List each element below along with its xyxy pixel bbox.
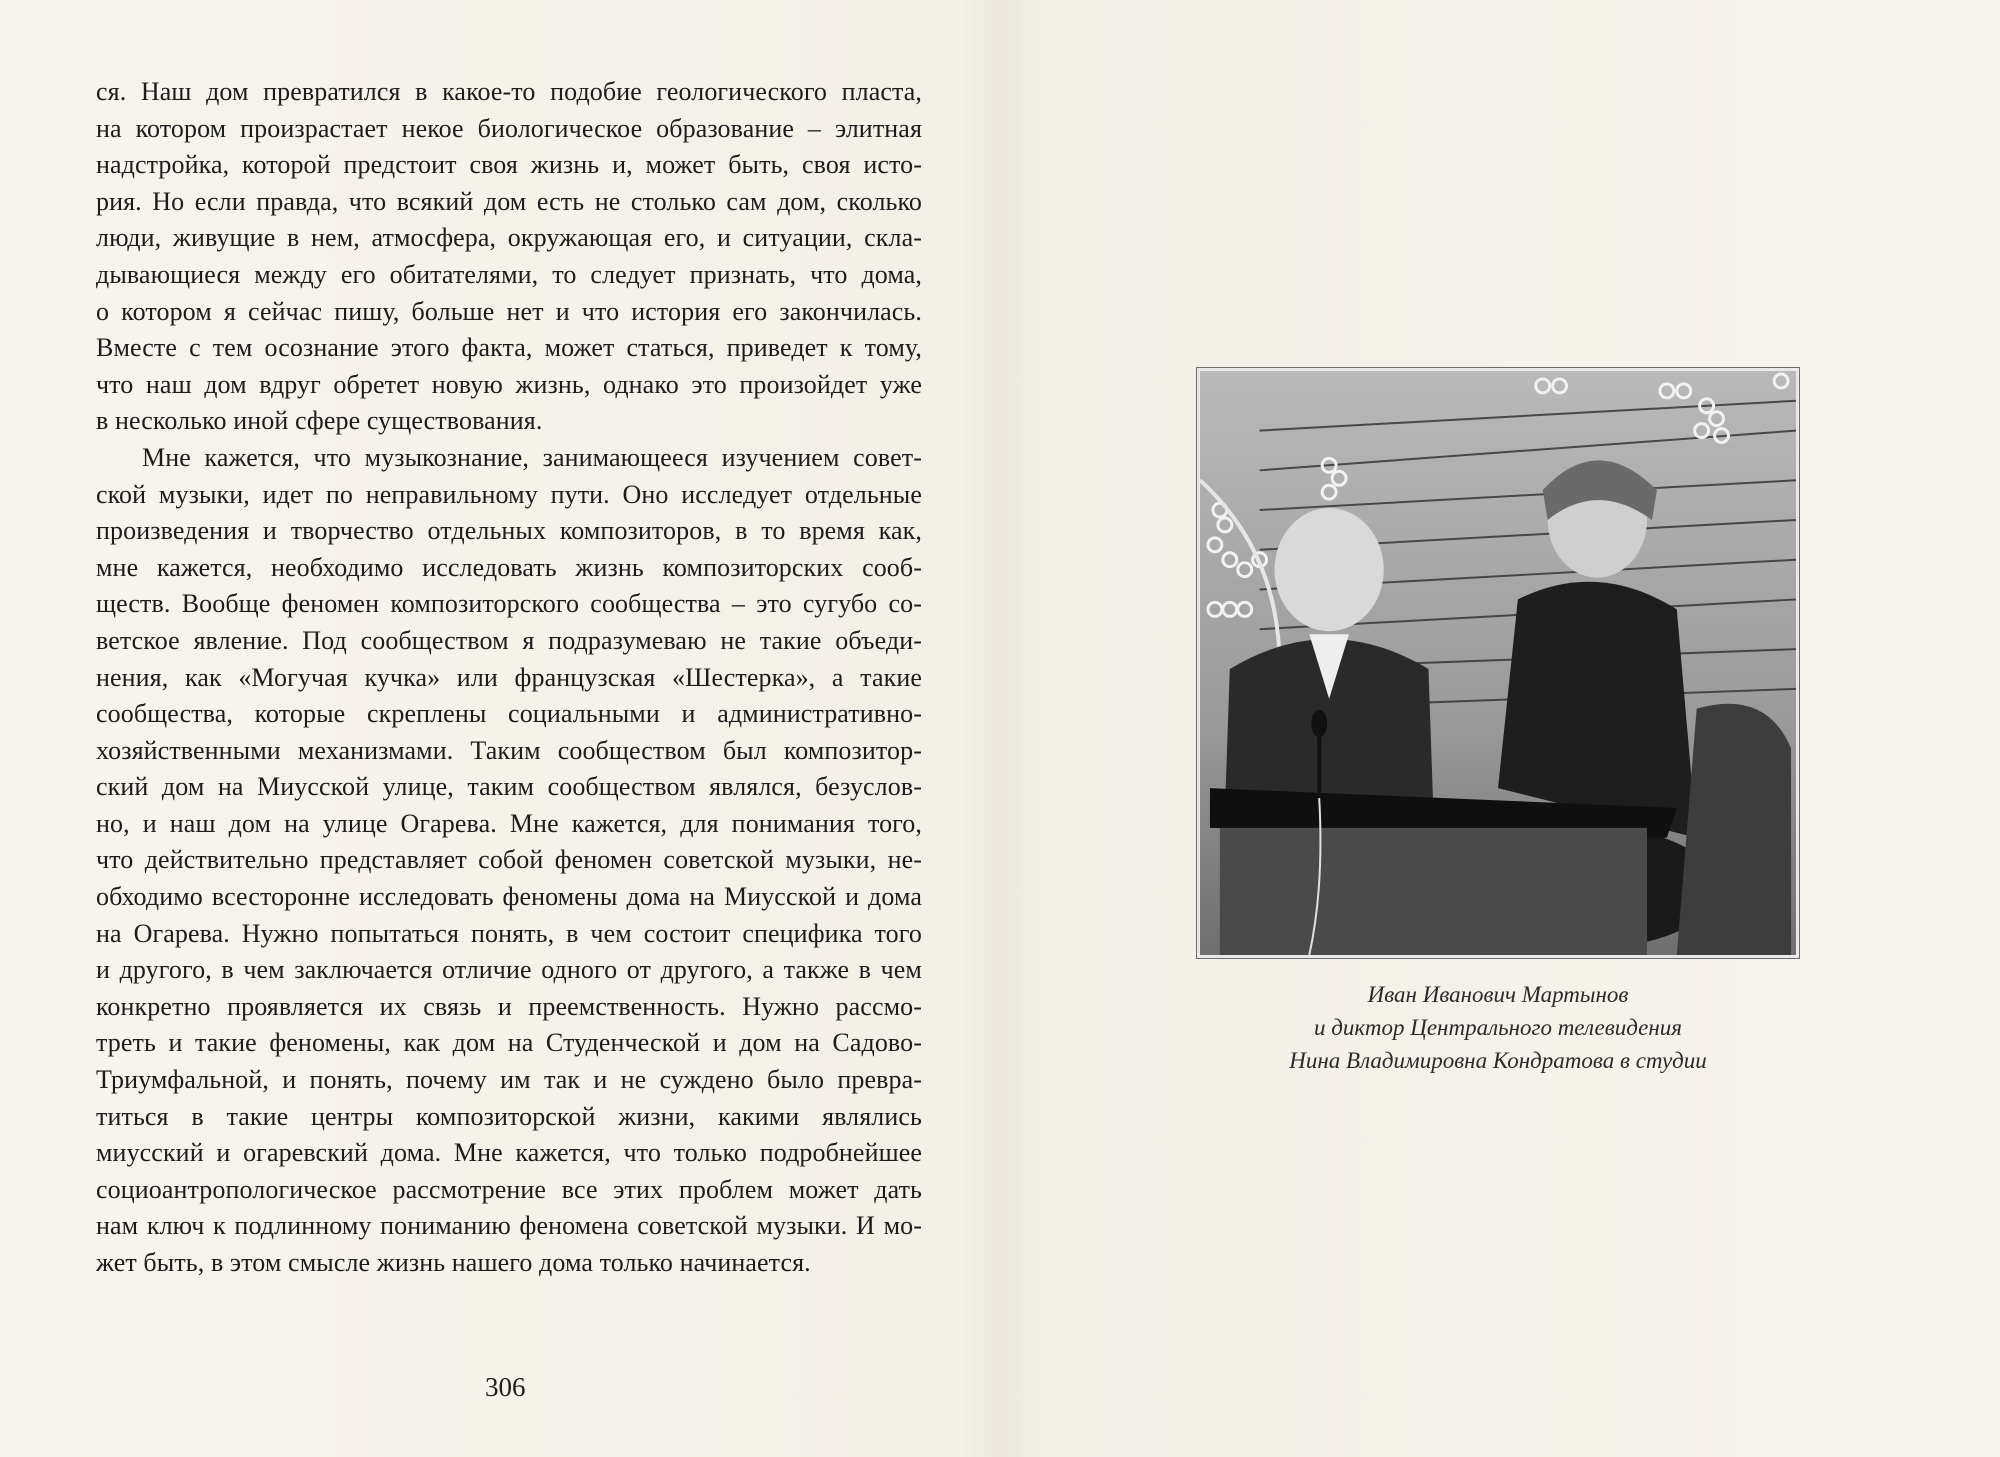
body-line: ский дом на Миусской улице, таким сообществом являлся, безуслов-	[96, 772, 922, 802]
body-line: что наш дом вдруг обретет новую жизнь, однако это произойдет уже	[96, 369, 922, 399]
body-line: жет быть, в этом смысле жизнь нашего дома только начинается.	[96, 1248, 811, 1277]
body-line: ской музыки, идет по неправильному пути. Оно исследует отдельные	[96, 479, 922, 509]
body-line: Триумфальной, и понять, почему им так и не суждено было превра-	[96, 1065, 922, 1095]
body-line: что действительно представляет собой феномен советской музыки, не-	[96, 845, 922, 875]
caption-line: Иван Иванович Мартынов	[1367, 982, 1629, 1007]
paragraph-start-line: Мне кажется, что музыкознание, занимающееся изучением совет-	[142, 442, 922, 472]
photo-caption	[1196, 978, 1800, 1077]
body-line: сообщества, которые скреплены социальными и административно-	[96, 699, 922, 729]
photo	[1196, 367, 1800, 959]
body-line: на Огарева. Нужно попытаться понять, в чем состоит специфика того	[96, 918, 922, 948]
body-line: титься в такие центры композиторской жизни, какими являлись	[96, 1101, 922, 1131]
body-line: социоантропологическое рассмотрение все этих проблем может дать	[96, 1174, 922, 1204]
studio-photo-illustration	[1200, 371, 1796, 955]
body-line: произведения и творчество отдельных композиторов, в то время как,	[96, 516, 922, 546]
body-line: Вместе с тем осознание этого факта, может статься, приведет к тому,	[96, 333, 922, 363]
body-line: и другого, в чем заключается отличие одного от другого, а также в чем	[96, 955, 922, 985]
body-line: ся. Наш дом превратился в какое-то подобие геологического пласта,	[96, 77, 922, 106]
body-line: надстройка, которой предстоит своя жизнь и, может быть, своя исто-	[96, 150, 922, 180]
body-line: но, и наш дом на улице Огарева. Мне кажется, для понимания того,	[96, 808, 922, 838]
body-line: в несколько иной сфере существования.	[96, 406, 543, 436]
caption-line: и диктор Центрального телевидения	[1314, 1015, 1682, 1040]
body-line: дывающиеся между его обитателями, то следует признать, что дома,	[96, 259, 922, 289]
body-line: о котором я сейчас пишу, больше нет и что история его закончилась.	[96, 296, 922, 326]
body-line: рия. Но если правда, что всякий дом есть не столько сам дом, сколько	[96, 186, 922, 216]
body-line: ветское явление. Под сообществом я подразумеваю не такие объеди-	[96, 625, 922, 655]
body-line: обходимо всесторонне исследовать феномены дома на Миусской и дома	[96, 882, 922, 912]
body-line: треть и такие феномены, как дом на Студенческой и дом на Садово-	[96, 1028, 922, 1058]
body-line: нения, как «Могучая кучка» или французская «Шестерка», а такие	[96, 662, 922, 692]
body-line: миусский и огаревский дома. Мне кажется, что только подробнейшее	[96, 1138, 922, 1168]
body-line: нам ключ к подлинному пониманию феномена советской музыки. И мо-	[96, 1211, 922, 1241]
caption-line: Нина Владимировна Кондратова в студии	[1289, 1048, 1707, 1073]
page-number: 306	[485, 1372, 526, 1402]
body-line: хозяйственными механизмами. Таким сообществом был композитор-	[96, 735, 922, 765]
body-line: на котором произрастает некое биологическое образование – элитная	[96, 113, 922, 143]
body-line: люди, живущие в нем, атмосфера, окружающая его, и ситуации, скла-	[96, 223, 922, 253]
body-line: конкретно проявляется их связь и преемственность. Нужно рассмо-	[96, 991, 922, 1021]
left-page-text	[96, 74, 922, 1282]
body-line: ществ. Вообще феномен композиторского сообщества – это сугубо со-	[96, 589, 922, 619]
body-line: мне кажется, необходимо исследовать жизнь композиторских сооб-	[96, 552, 922, 582]
